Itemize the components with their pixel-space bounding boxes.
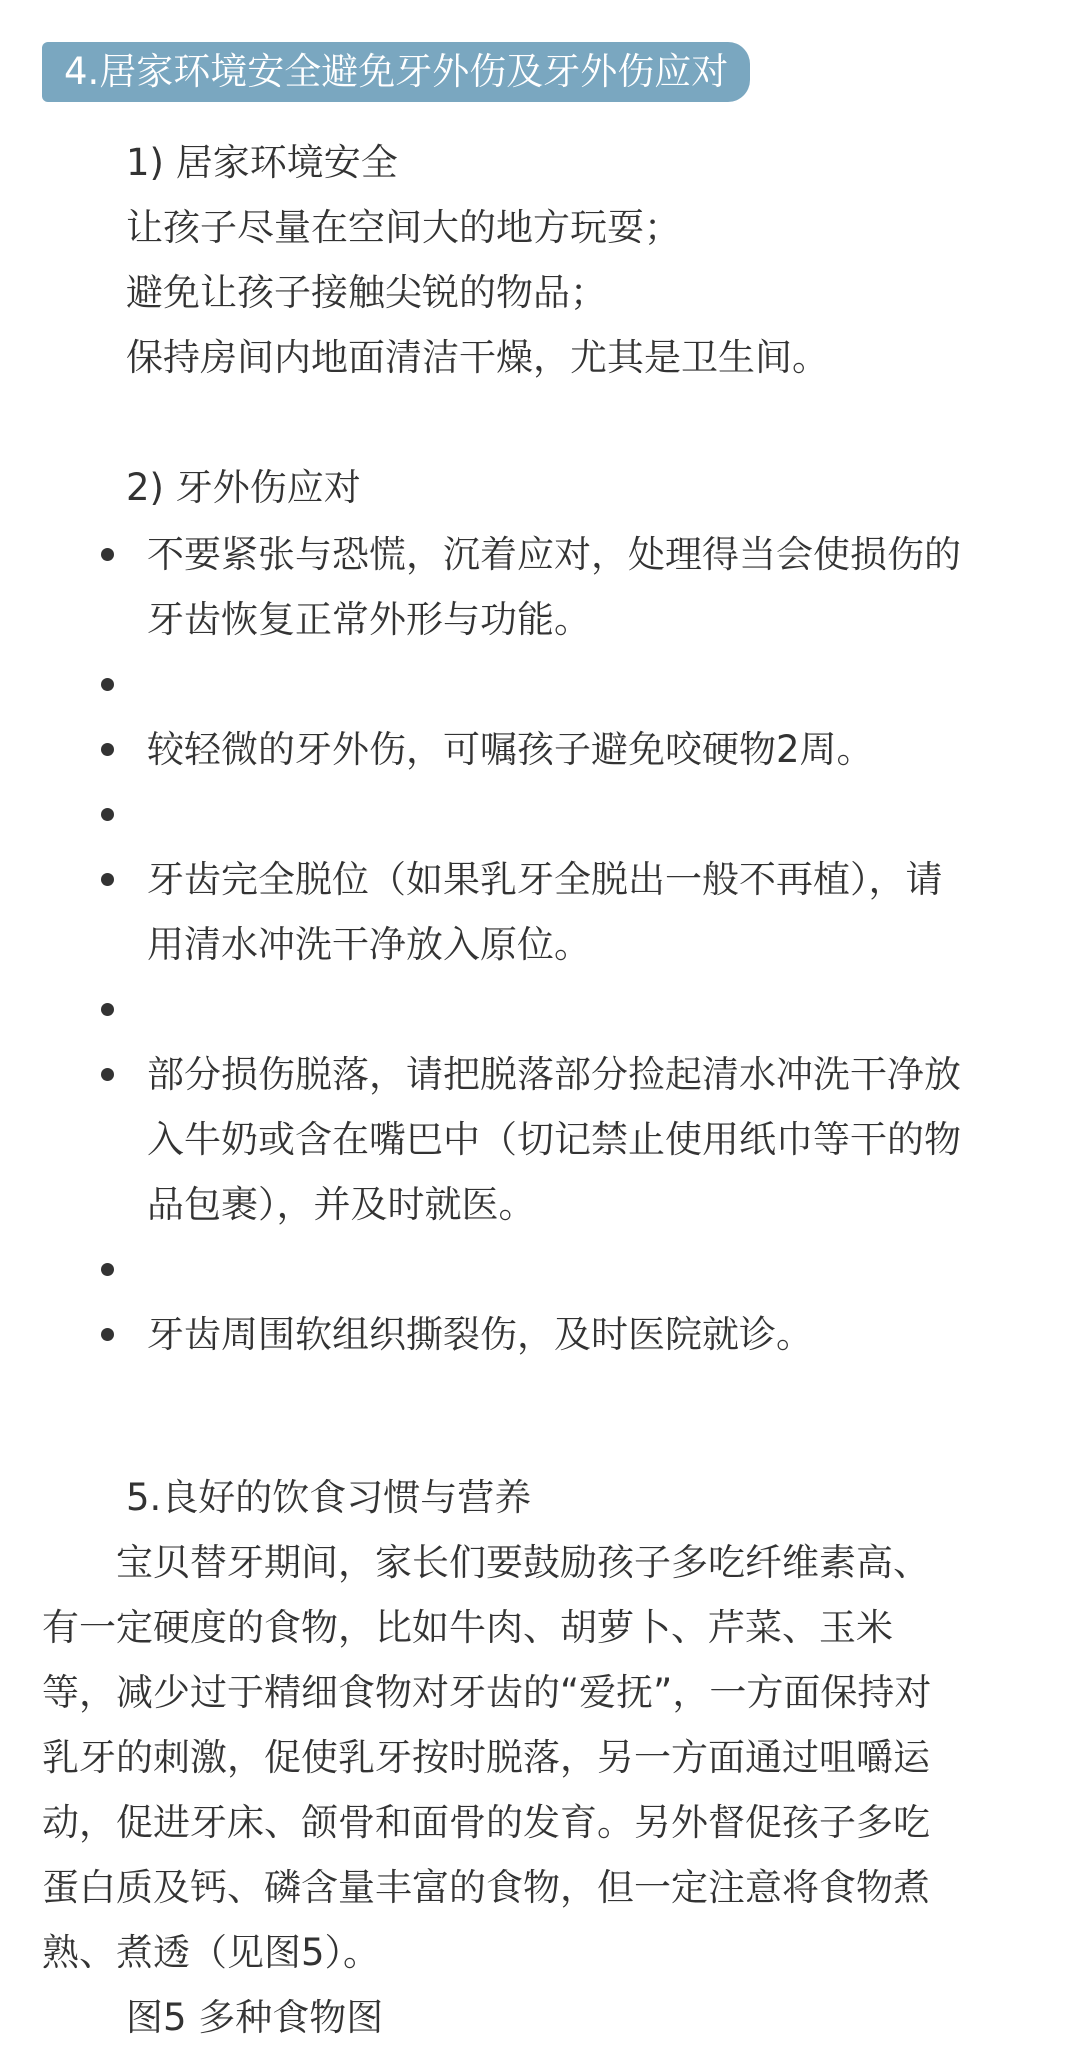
bullet-dot-icon — [101, 1003, 114, 1016]
paragraph-line: 蛋白质及钙、磷含量丰富的食物，但一定注意将食物煮 — [42, 1866, 930, 1909]
section4-header: 4.居家环境安全避免牙外伤及牙外伤应对 — [42, 42, 750, 102]
injury-response-list — [0, 522, 1080, 1367]
bullet-dot-icon — [101, 678, 114, 691]
sub1-line: 保持房间内地面清洁干燥，尤其是卫生间。 — [126, 336, 829, 379]
bullet-line: 牙齿完全脱位（如果乳牙全脱出一般不再植），请 — [147, 858, 943, 901]
sub2-title: 2) 牙外伤应对 — [126, 466, 361, 509]
sub1-title: 1) 居家环境安全 — [126, 141, 398, 184]
section5-title: 5.良好的饮食习惯与营养 — [126, 1476, 532, 1519]
bullet-text — [147, 717, 1040, 782]
bullet-line: 牙齿周围软组织撕裂伤，及时医院就诊。 — [147, 1313, 813, 1356]
bullet-line: 品包裹），并及时就医。 — [147, 1183, 536, 1226]
paragraph-line: 宝贝替牙期间，家长们要鼓励孩子多吃纤维素高、 — [42, 1541, 930, 1584]
list-item — [0, 847, 1080, 977]
bullet-line: 牙齿恢复正常外形与功能。 — [147, 598, 591, 641]
bullet-dot-icon — [101, 808, 114, 821]
bullet-dot-icon — [101, 1263, 114, 1276]
bullet-dot-icon — [101, 548, 114, 561]
section5-paragraph — [42, 1530, 1038, 1985]
bullet-line: 入牛奶或含在嘴巴中（切记禁止使用纸巾等干的物 — [147, 1118, 961, 1161]
list-item — [0, 717, 1080, 782]
sub1-line: 避免让孩子接触尖锐的物品； — [126, 271, 607, 314]
bullet-text — [147, 1302, 1040, 1367]
list-item — [0, 1042, 1080, 1237]
paragraph-line: 动，促进牙床、颌骨和面骨的发育。另外督促孩子多吃 — [42, 1801, 930, 1844]
list-item — [0, 782, 1080, 847]
bullet-dot-icon — [101, 743, 114, 756]
bullet-line: 不要紧张与恐慌，沉着应对，处理得当会使损伤的 — [147, 533, 961, 576]
list-item — [0, 1302, 1080, 1367]
bullet-line: 部分损伤脱落，请把脱落部分捡起清水冲洗干净放 — [147, 1053, 961, 1096]
section5-title-block — [126, 1465, 1046, 1530]
bullet-line: 用清水冲洗干净放入原位。 — [147, 923, 591, 966]
sub2-block — [126, 455, 1046, 520]
paragraph-line: 熟、煮透（见图5）。 — [42, 1931, 381, 1974]
bullet-dot-icon — [101, 873, 114, 886]
list-item — [0, 977, 1080, 1042]
list-item — [0, 1237, 1080, 1302]
sub1-line: 让孩子尽量在空间大的地方玩耍； — [126, 206, 681, 249]
bullet-text — [147, 1042, 1040, 1237]
paragraph-line: 有一定硬度的食物，比如牛肉、胡萝卜、芹菜、玉米 — [42, 1606, 893, 1649]
sub1-block — [126, 130, 1046, 390]
list-item — [0, 522, 1080, 652]
bullet-text — [147, 522, 1040, 652]
figure-caption: 图5 多种食物图 — [126, 1996, 384, 2039]
bullet-text — [147, 847, 1040, 977]
bullet-dot-icon — [101, 1068, 114, 1081]
bullet-line: 较轻微的牙外伤，可嘱孩子避免咬硬物2周。 — [147, 728, 874, 771]
bullet-dot-icon — [101, 1328, 114, 1341]
paragraph-line: 等，减少过于精细食物对牙齿的“爱抚”，一方面保持对 — [42, 1671, 932, 1714]
paragraph-line: 乳牙的刺激，促使乳牙按时脱落，另一方面通过咀嚼运 — [42, 1736, 930, 1779]
list-item — [0, 652, 1080, 717]
